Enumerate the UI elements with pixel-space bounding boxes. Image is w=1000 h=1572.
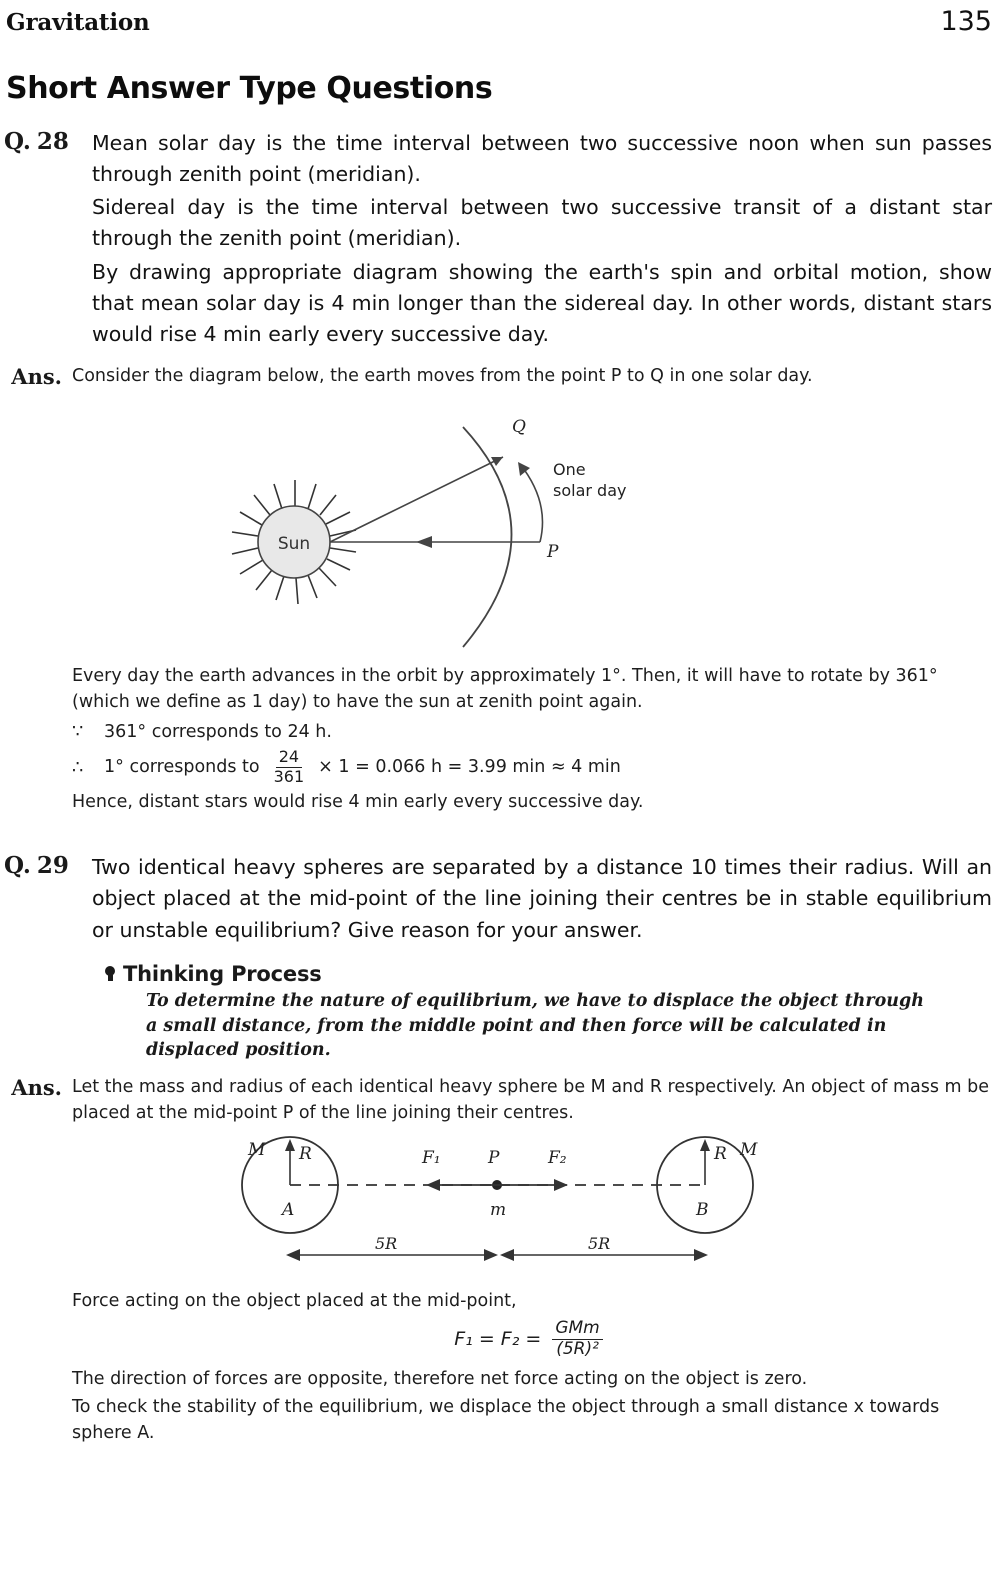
label-one-solar-day-2: solar day: [553, 481, 627, 501]
question-number: 28: [36, 128, 69, 155]
answer-29-explanation-body: [72, 1289, 1000, 1449]
chapter-title: Gravitation: [6, 9, 150, 36]
figure-two-spheres: [0, 1133, 1000, 1283]
answer-29-intro: Let the mass and radius of each identical heavy sphere be M and R respectively. An object of mass m be placed at the mid-point P of the line joining their centres.: [72, 1077, 990, 1123]
question-29-label: [0, 852, 92, 879]
label-force-1: F₁: [422, 1148, 441, 1169]
label-left-radius: R: [299, 1144, 312, 1165]
answer-29-body: [72, 1075, 1000, 1129]
question-29: [0, 852, 1000, 947]
answer-29-explanation: [0, 1289, 1000, 1449]
sun-label: Sun: [277, 534, 311, 555]
question-28-para-2: Sidereal day is the time interval between two successive transit of a distant star through the zenith point (meridian).: [92, 195, 992, 251]
question-29-text: [92, 852, 992, 945]
figure-two-spheres-svg: [200, 1133, 800, 1283]
therefore-symbol: ∴: [72, 756, 84, 778]
label-dim-right: 5R: [588, 1234, 611, 1254]
radius-line-q: [330, 457, 503, 542]
math-therefore-line: [72, 749, 990, 786]
therefore-tail: × 1 = 0.066 h = 3.99 min ≈ 4 min: [318, 756, 621, 777]
label-midpoint-mass: m: [490, 1200, 507, 1221]
answer-29-closing-2: To check the stability of the equilibrium, we displace the object through a small distance x towards sphere A.: [72, 1397, 940, 1443]
thinking-process-title: Thinking Process: [123, 961, 322, 986]
answer-29-label: Ans.: [11, 1075, 62, 1101]
question-28-para-3: By drawing appropriate diagram showing the earth's spin and orbital motion, show that mean solar day is 4 min longer than the sidereal day. In other words, distant stars would rise 4 min early every successive day.: [92, 259, 992, 346]
answer-28-explanation: [0, 664, 1000, 818]
label-point-p: P: [547, 542, 559, 563]
question-28-label: [0, 128, 92, 155]
label-left-centre: A: [282, 1200, 295, 1221]
question-prefix: Q.: [4, 128, 31, 155]
label-right-centre: B: [696, 1200, 709, 1221]
arrow-p-mid: [416, 536, 432, 548]
answer-29-closing-1: The direction of forces are opposite, therefore net force acting on the object is zero.: [72, 1369, 808, 1390]
dim-left-arrow-start: [286, 1249, 300, 1261]
answer-28: [0, 364, 1000, 392]
formula-lhs: F₁ = F₂ =: [454, 1328, 542, 1351]
question-prefix: Q.: [4, 852, 31, 880]
right-radius-arrow: [700, 1139, 710, 1151]
formula-numerator: GMm: [552, 1320, 602, 1340]
question-29-para-1: Two identical heavy spheres are separated by a distance 10 times their radius. Will an object placed at the mid-point of the line joining their centres be in stable equilibrium or unstable equilibrium? Give reason for your answer.: [92, 855, 992, 942]
figure-solar-day-svg: [220, 402, 780, 652]
because-symbol: ∵: [72, 721, 84, 743]
answer-28-body: [72, 364, 1000, 392]
question-28-text: [92, 128, 992, 350]
figure-solar-day: [0, 402, 1000, 652]
answer-28-orbit-text: Every day the earth advances in the orbit by approximately 1°. Then, it will have to rotate by 361° (which we define as 1 day) to have the sun at zenith point again.: [72, 666, 938, 712]
formula-denominator: (5R)²: [556, 1339, 599, 1360]
formula-force: [72, 1320, 990, 1359]
page-number: 135: [940, 6, 992, 37]
answer-28-intro: Consider the diagram below, the earth moves from the point P to Q in one solar day.: [72, 366, 813, 387]
label-left-mass: M: [248, 1140, 266, 1161]
answer-28-explanation-body: [72, 664, 1000, 818]
question-number: 29: [36, 852, 69, 880]
force-right-arrow: [554, 1179, 568, 1191]
label-point-q: Q: [512, 417, 526, 438]
force-left-arrow: [426, 1179, 440, 1191]
therefore-lead: 1° corresponds to: [104, 756, 260, 777]
label-dim-left: 5R: [375, 1234, 398, 1254]
question-28-body: [92, 128, 1000, 352]
answer-29-force-text: Force acting on the object placed at the mid-point,: [72, 1291, 517, 1312]
section-heading: Short Answer Type Questions: [6, 71, 493, 106]
bulb-icon: [104, 966, 116, 982]
thinking-process-block: [104, 962, 1000, 1064]
dim-right-arrow-end: [694, 1249, 708, 1261]
answer-29: [0, 1075, 1000, 1129]
left-radius-arrow: [285, 1139, 295, 1151]
question-28-para-1: Mean solar day is the time interval between two successive noon when sun passes through zenith point (meridian).: [92, 131, 992, 187]
solar-day-arc: [520, 464, 543, 542]
thinking-process-heading: [104, 962, 1000, 986]
fraction-denominator: 361: [273, 767, 305, 787]
page-header: [0, 0, 1000, 37]
label-right-radius: R: [714, 1144, 727, 1165]
dim-right-arrow-start: [500, 1249, 514, 1261]
dim-left-arrow-end: [484, 1249, 498, 1261]
orbit-arc: [463, 427, 512, 647]
because-text: 361° corresponds to 24 h.: [104, 721, 332, 742]
arrow-solar-day: [518, 462, 530, 476]
fraction-24-361: [271, 749, 308, 786]
label-force-2: F₂: [548, 1148, 567, 1169]
label-midpoint-p: P: [488, 1148, 500, 1169]
question-29-body: [92, 852, 1000, 947]
math-because-line: [72, 719, 990, 745]
thinking-process-text: To determine the nature of equilibrium, we have to displace the object through a small distance, from the middle point and then force will be calculated in displaced position.: [146, 990, 924, 1061]
answer-28-label: Ans.: [11, 364, 62, 390]
formula-fraction: [552, 1320, 602, 1359]
question-28: [0, 128, 1000, 352]
label-one-solar-day-1: One: [553, 460, 586, 480]
label-right-mass: M: [740, 1140, 758, 1161]
fraction-numerator: 24: [276, 749, 302, 768]
answer-28-conclusion: Hence, distant stars would rise 4 min early every successive day.: [72, 791, 644, 812]
